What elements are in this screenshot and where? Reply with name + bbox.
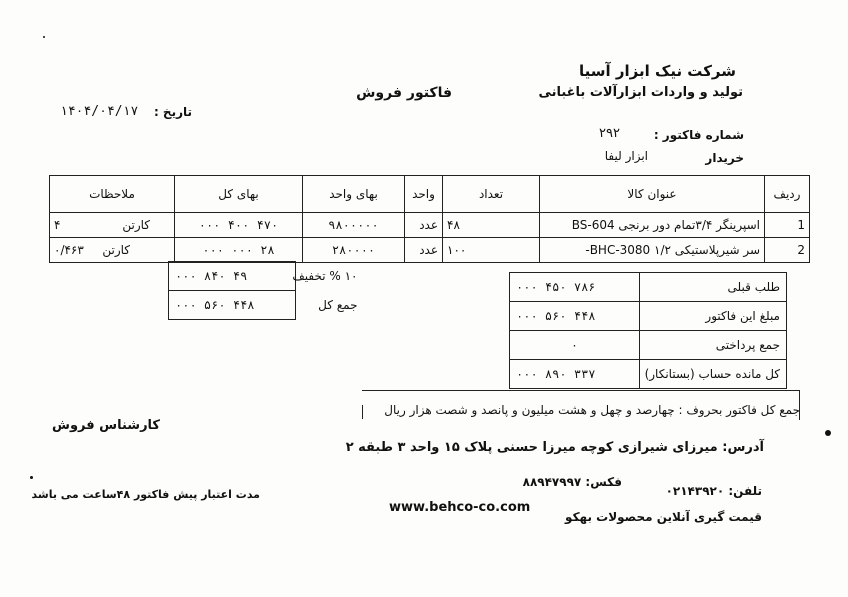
- summary-row: [510, 331, 787, 360]
- item-unit-price: ۲۸۰۰۰۰: [303, 238, 405, 263]
- items-table: [49, 175, 810, 263]
- item-qty: ۴۸: [443, 213, 540, 238]
- summary-row: [510, 302, 787, 331]
- discount-value: ۴۹ ۸۴۰ ۰۰۰: [169, 262, 296, 291]
- summary-value: ۰: [510, 331, 640, 360]
- header-item: عنوان کالا: [540, 176, 765, 213]
- sum-value: ۴۴۸ ۵۶۰ ۰۰۰: [169, 291, 296, 320]
- date-value: ۱۴۰۴/۰۴/۱۷: [60, 104, 139, 119]
- table-row: [50, 213, 810, 238]
- buyer-label: خریدار: [705, 151, 744, 165]
- scan-speck: [30, 476, 33, 479]
- address: آدرس: میرزای شیرازی کوچه میرزا حسنی پلاک ۱۵ واحد ۳ طبقه ۲: [345, 440, 764, 455]
- header-unit-price: بهای واحد: [303, 176, 405, 213]
- note-unit: کارتن: [102, 243, 130, 257]
- item-total: ۴۷۰ ۴۰۰ ۰۰۰: [175, 213, 303, 238]
- row-number: 1: [765, 213, 810, 238]
- validity-note: مدت اعتبار پیش فاکتور ۴۸ساعت می باشد: [31, 488, 260, 501]
- company-name: شرکت نیک ابزار آسیا: [579, 62, 736, 80]
- summary-value: ۴۴۸ ۵۶۰ ۰۰۰: [510, 302, 640, 331]
- header-row-number: ردیف: [765, 176, 810, 213]
- header-qty: تعداد: [443, 176, 540, 213]
- company-activity: تولید و واردات ابزارآلات باغبانی: [538, 85, 743, 100]
- table-row: [50, 238, 810, 263]
- buyer-value: ابزار لیفا: [604, 149, 648, 163]
- row-number: 2: [765, 238, 810, 263]
- summary-value: ۳۳۷ ۸۹۰ ۰۰۰: [510, 360, 640, 389]
- sum-label: جمع کل: [318, 298, 358, 312]
- header-total: بهای کل: [175, 176, 303, 213]
- fax: فکس: ۸۸۹۴۷۹۹۷: [522, 475, 622, 489]
- summary-label: طلب قبلی: [640, 273, 787, 302]
- item-unit: عدد: [405, 238, 443, 263]
- total-in-words: جمع کل فاکتور بحروف : چهارصد و چهل و هشت میلیون و پانصد و شصت هزار ریال: [384, 403, 800, 417]
- item-unit: عدد: [405, 213, 443, 238]
- note-unit: کارتن: [122, 218, 150, 232]
- summary-row: [510, 360, 787, 389]
- header-notes: ملاحظات: [50, 176, 175, 213]
- item-notes: [50, 238, 175, 263]
- table-header-row: [50, 176, 810, 213]
- website-link[interactable]: www.behco-co.com: [389, 500, 531, 515]
- date-label: تاریخ :: [153, 105, 192, 119]
- sales-expert: کارشناس فروش: [52, 418, 160, 433]
- words-left-line: [362, 405, 363, 419]
- summary-row: [510, 273, 787, 302]
- item-name: اسپرینگر ۳/۴تمام دور برنجی BS-604: [540, 213, 765, 238]
- phone: تلفن: ۰۲۱۴۳۹۲۰: [665, 484, 762, 498]
- item-unit-price: ۹۸۰۰۰۰۰: [303, 213, 405, 238]
- online-pricing: قیمت گیری آنلاین محصولات بهکو: [565, 510, 762, 524]
- invoice-number-value: ۲۹۲: [599, 126, 620, 141]
- item-total: ۲۸ ۰۰۰ ۰۰۰: [175, 238, 303, 263]
- item-notes: [50, 213, 175, 238]
- invoice-number-label: شماره فاکتور :: [653, 128, 744, 142]
- header-unit: واحد: [405, 176, 443, 213]
- note-qty: ۰/۴۶۳: [54, 243, 84, 257]
- discount-label: ۱۰ % تخفیف: [292, 269, 358, 283]
- invoice-title: فاکتور فروش: [356, 85, 452, 101]
- summary-label: جمع پرداختی: [640, 331, 787, 360]
- summary-label: مبلغ این فاکتور: [640, 302, 787, 331]
- summary-value: ۷۸۶ ۴۵۰ ۰۰۰: [510, 273, 640, 302]
- words-top-line: [362, 390, 800, 391]
- account-summary: [509, 272, 787, 389]
- note-qty: ۴: [54, 218, 61, 232]
- totals-table: [168, 261, 364, 320]
- scan-speck: [43, 36, 45, 38]
- scan-speck: [825, 430, 831, 436]
- summary-label: کل مانده حساب (بستانکار): [640, 360, 787, 389]
- item-qty: ۱۰۰: [443, 238, 540, 263]
- item-name: سر شیرپلاستیکی ۱/۲ BHC-3080-: [540, 238, 765, 263]
